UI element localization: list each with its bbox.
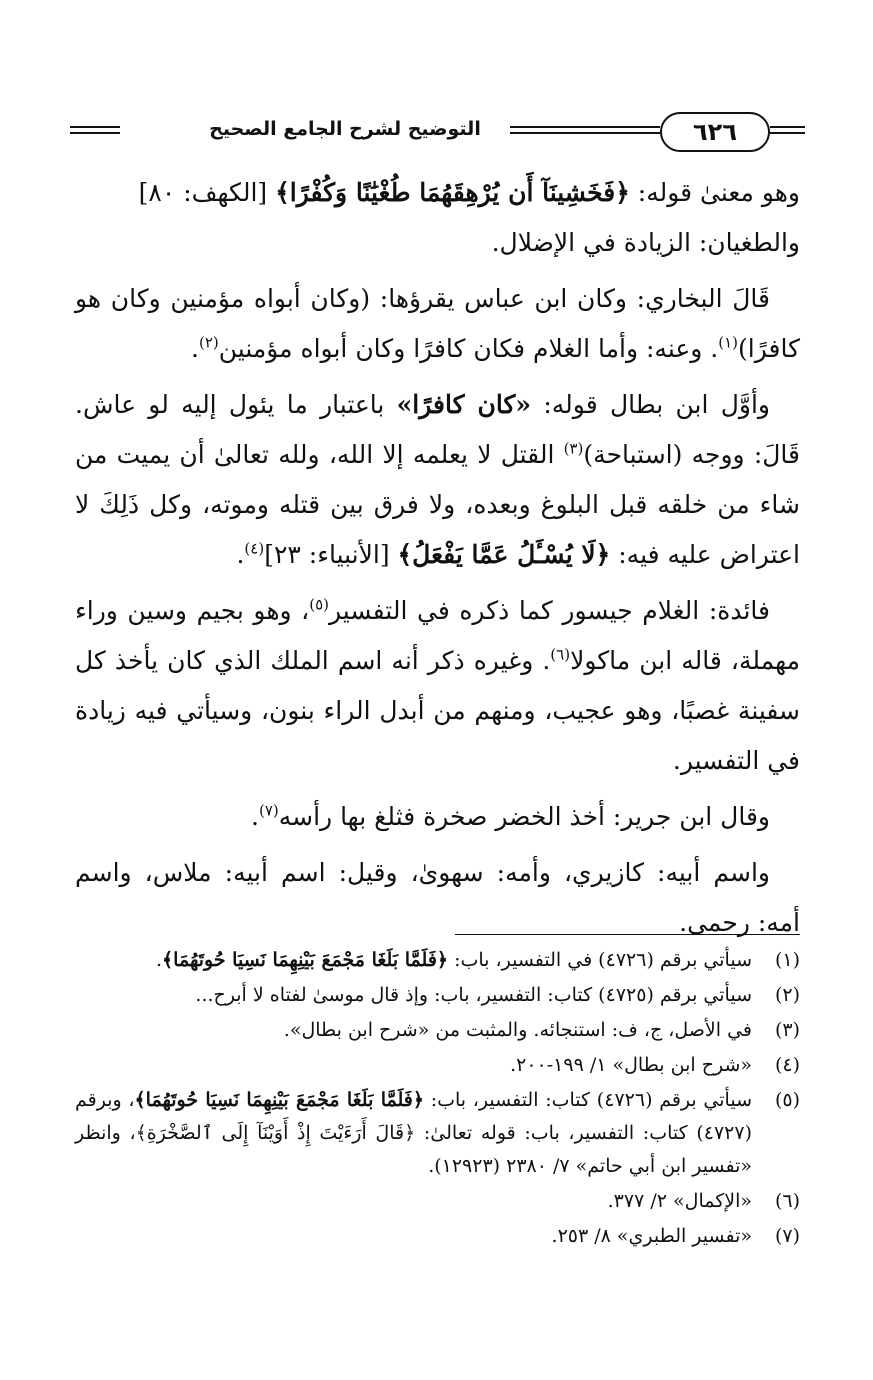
footnote-text: «شرح ابن بطال» ١/ ١٩٩-٢٠٠. — [510, 1054, 752, 1076]
footnote-text: سيأتي برقم (٤٧٢٦) كتاب: التفسير، باب: — [423, 1089, 752, 1111]
footnote-number: (٤) — [774, 1054, 800, 1076]
text-run: والطغيان: الزيادة في الإضلال. — [491, 228, 800, 257]
footnote-1 — [75, 944, 800, 977]
text-run: [الكهف: ٨٠] — [138, 178, 276, 207]
footnote-number: (٧) — [774, 1225, 800, 1247]
text-run: . وغيره ذكر أنه اسم الملك الذي كان يأخذ كل سفينة غصبًا، وهو عجيب، ومنهم من أبدل الراء بنون، وسيأتي فيه زيادة في التفسير. — [75, 646, 800, 775]
quran-verse: ﴿فَلَمَّا بَلَغَا مَجْمَعَ بَيْنِهِمَا نَسِيَا حُوتَهُمَا﴾ — [134, 1089, 424, 1111]
quran-verse: ﴿فَلَمَّا بَلَغَا مَجْمَعَ بَيْنِهِمَا نَسِيَا حُوتَهُمَا﴾ — [162, 949, 449, 971]
header-rule-right — [770, 126, 805, 134]
header-rule-left — [70, 126, 120, 134]
page-number: ٦٢٦ — [660, 112, 770, 152]
footnote-separator — [455, 934, 800, 935]
text-run: . — [236, 540, 245, 569]
footnote-number: (١) — [774, 949, 800, 971]
paragraph-5 — [75, 792, 800, 842]
footnote-ref[interactable]: (٤) — [244, 539, 265, 558]
footnote-number: (٣) — [774, 1019, 800, 1041]
text-run: وقال ابن جرير: أخذ الخضر صخرة فثلغ بها رأسه — [278, 802, 770, 831]
quran-verse: ﴿لَا يُسْـَٔلُ عَمَّا يَفْعَلُ﴾ — [397, 540, 611, 569]
paragraph-2 — [75, 274, 800, 374]
text-run: . — [191, 334, 199, 363]
paragraph-6 — [75, 848, 800, 948]
text-run: باعتبار ما يئول إليه لو عاش. قَالَ: ووجه (استباحة) — [75, 390, 800, 469]
footnote-ref[interactable]: (١) — [718, 333, 739, 352]
text-run: . وعنه: وأما الغلام فكان كافرًا وكان أبواه مؤمنين — [218, 334, 719, 363]
footnote-6 — [75, 1185, 800, 1218]
paragraph-1 — [75, 168, 800, 268]
text-run: وهو معنىٰ قوله: — [629, 178, 800, 207]
text-run: وأوَّل ابن بطال قوله: — [531, 390, 770, 419]
header-rule-middle — [510, 126, 660, 134]
quoted-phrase: «كان كافرًا» — [396, 390, 532, 419]
footnote-text: «تفسير الطبري» ٨/ ٢٥٣. — [551, 1225, 752, 1247]
text-run: ، وهو بجيم وسين وراء مهملة، قاله ابن ماكولا — [75, 596, 801, 675]
footnote-number: (٢) — [774, 984, 800, 1006]
footnote-text: سيأتي برقم (٤٧٢٦) في التفسير، باب: — [448, 949, 752, 971]
page-header — [70, 112, 805, 152]
quran-verse: ﴿فَخَشِينَآ أَن يُرْهِقَهُمَا طُغْيَٰنًا وَكُفْرًا﴾ — [275, 178, 630, 207]
footnote-ref[interactable]: (٥) — [309, 595, 330, 614]
text-run: قَالَ البخاري: وكان ابن عباس يقرؤها: (وكان أبواه مؤمنين وكان هو كافرًا) — [75, 284, 800, 363]
footnote-text: . — [156, 949, 163, 971]
footnote-ref[interactable]: (٦) — [550, 645, 571, 664]
paragraph-4 — [75, 586, 800, 786]
text-run: [الأنبياء: ٢٣] — [264, 540, 398, 569]
text-run: فائدة: الغلام جيسور كما ذكره في التفسير — [329, 596, 770, 625]
footnote-text: «الإكمال» ٢/ ٣٧٧. — [607, 1190, 752, 1212]
running-title: التوضيح لشرح الجامع الصحيح — [209, 118, 481, 140]
footnote-ref[interactable]: (٧) — [258, 801, 279, 820]
main-text — [75, 168, 800, 954]
footnote-ref[interactable]: (٣) — [563, 439, 584, 458]
footnote-text: سيأتي برقم (٤٧٢٥) كتاب: التفسير، باب: وإذ قال موسىٰ لفتاه لا أبرح... — [195, 984, 752, 1006]
text-run: القتل لا يعلمه إلا الله، ولله تعالىٰ أن يميت من شاء من خلقه قبل البلوغ وبعده، ولا فرق بين قتله وموته، وكل ذَلِكَ لا اعتراض عليه فيه: — [75, 440, 800, 569]
footnotes — [75, 944, 800, 1255]
footnote-5 — [75, 1084, 800, 1183]
footnote-number: (٦) — [774, 1190, 800, 1212]
footnote-text: ، وبرقم (٤٧٢٧) كتاب: التفسير، باب: قوله تعالىٰ: ﴿قَالَ أَرَءَيْتَ إِذْ أَوَيْنَآ إِلَى ٱلصَّخْرَةِ﴾، وانظر «تفسير ابن أبي حاتم» ٧/ ٢٣٨٠ (١٢٩٢٣). — [75, 1089, 752, 1177]
footnote-4 — [75, 1049, 800, 1082]
footnote-text: في الأصل، ج، ف: استنجائه. والمثبت من «شرح ابن بطال». — [283, 1019, 752, 1041]
footnote-2 — [75, 979, 800, 1012]
text-run: واسم أبيه: كازيري، وأمه: سهوىٰ، وقيل: اسم أبيه: ملاس، واسم أمه: رحمى. — [75, 858, 800, 937]
paragraph-3 — [75, 380, 800, 580]
footnote-number: (٥) — [774, 1089, 800, 1111]
text-run: . — [251, 802, 259, 831]
footnote-7 — [75, 1220, 800, 1253]
footnote-3 — [75, 1014, 800, 1047]
footnote-ref[interactable]: (٢) — [198, 333, 219, 352]
